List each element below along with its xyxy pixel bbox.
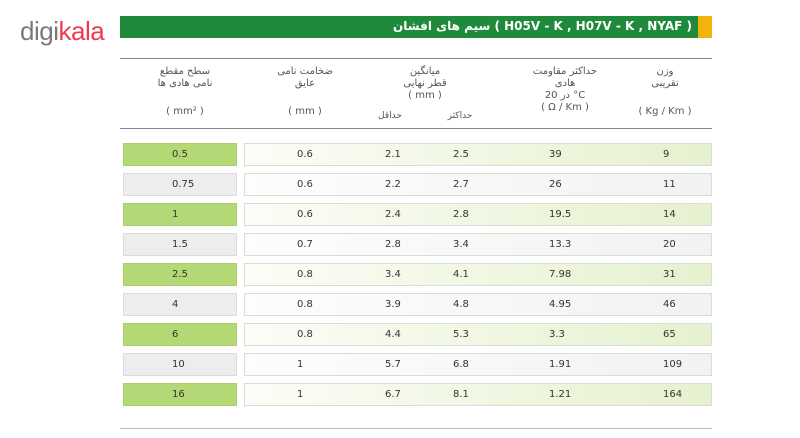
title-accent-block bbox=[698, 16, 712, 38]
table-row bbox=[244, 233, 712, 256]
cell-resistance: 1.21 bbox=[549, 389, 572, 400]
cell-resistance: 3.3 bbox=[549, 329, 565, 340]
cell-area: 6 bbox=[172, 329, 179, 340]
table-row bbox=[244, 293, 712, 316]
cell-dmin: 2.2 bbox=[385, 179, 401, 190]
row-area-cell bbox=[123, 383, 237, 406]
row-area-cell bbox=[123, 293, 237, 316]
cell-dmax: 4.1 bbox=[453, 269, 469, 280]
cell-weight: 109 bbox=[663, 359, 683, 370]
header-resistance-line1: حداکثر مقاومت bbox=[532, 66, 598, 77]
cell-area: 0.75 bbox=[172, 179, 195, 190]
row-area-cell bbox=[123, 323, 237, 346]
cell-weight: 9 bbox=[663, 149, 670, 160]
header-top-rule bbox=[120, 58, 712, 59]
table-row bbox=[244, 383, 712, 406]
cell-dmin: 6.7 bbox=[385, 389, 401, 400]
header-diameter-unit: ( mm ) bbox=[408, 90, 442, 101]
table-row bbox=[244, 323, 712, 346]
cell-dmax: 5.3 bbox=[453, 329, 469, 340]
cell-thickness: 0.7 bbox=[297, 239, 313, 250]
table-bottom-rule bbox=[120, 428, 712, 429]
cell-area: 2.5 bbox=[172, 269, 188, 280]
table-row bbox=[244, 173, 712, 196]
cell-dmax: 2.8 bbox=[453, 209, 469, 220]
cell-thickness: 1 bbox=[297, 359, 304, 370]
header-resistance bbox=[510, 66, 620, 114]
header-weight-unit: ( Kg / Km ) bbox=[638, 106, 692, 117]
cell-thickness: 1 bbox=[297, 389, 304, 400]
header-area-unit: ( mm² ) bbox=[166, 106, 204, 117]
cell-dmax: 6.8 bbox=[453, 359, 469, 370]
header-thickness-line1: ضخامت نامی bbox=[277, 66, 333, 77]
cell-dmin: 2.4 bbox=[385, 209, 401, 220]
cell-thickness: 0.6 bbox=[297, 179, 313, 190]
digikala-logo[interactable] bbox=[20, 16, 104, 47]
header-area-line2: نامی هادی ها bbox=[157, 78, 213, 89]
cell-dmax: 3.4 bbox=[453, 239, 469, 250]
cell-dmax: 2.7 bbox=[453, 179, 469, 190]
logo-text-kala: kala bbox=[58, 16, 105, 46]
cell-resistance: 19.5 bbox=[549, 209, 572, 220]
table-title: سیم های افشان ( H05V - K , H07V - K , NYAF ) bbox=[393, 19, 692, 33]
table-row bbox=[244, 143, 712, 166]
header-weight-line2: تقریبی bbox=[651, 78, 679, 89]
cell-area: 0.5 bbox=[172, 149, 188, 160]
row-area-cell bbox=[123, 173, 237, 196]
cell-thickness: 0.8 bbox=[297, 329, 313, 340]
header-thickness-line2: عایق bbox=[294, 78, 316, 89]
cell-dmin: 2.8 bbox=[385, 239, 401, 250]
cell-dmin: 2.1 bbox=[385, 149, 401, 160]
cell-thickness: 0.6 bbox=[297, 149, 313, 160]
row-area-cell bbox=[123, 143, 237, 166]
cell-dmin: 4.4 bbox=[385, 329, 401, 340]
header-resistance-line2: هادی bbox=[554, 78, 576, 89]
header-weight bbox=[625, 66, 705, 118]
table-row bbox=[244, 263, 712, 286]
cell-resistance: 1.91 bbox=[549, 359, 572, 370]
cell-area: 1 bbox=[172, 209, 179, 220]
header-thickness bbox=[260, 66, 350, 118]
cell-area: 1.5 bbox=[172, 239, 188, 250]
header-weight-line1: وزن bbox=[656, 66, 674, 77]
table-title-bar bbox=[120, 16, 698, 38]
header-diameter-line2: قطر نهایی bbox=[403, 78, 447, 89]
cell-thickness: 0.8 bbox=[297, 269, 313, 280]
header-thickness-unit: ( mm ) bbox=[288, 106, 322, 117]
cell-resistance: 13.3 bbox=[549, 239, 572, 250]
cell-weight: 11 bbox=[663, 179, 676, 190]
cell-dmax: 4.8 bbox=[453, 299, 469, 310]
header-bottom-rule bbox=[120, 128, 712, 129]
header-area bbox=[140, 66, 230, 118]
cell-weight: 20 bbox=[663, 239, 676, 250]
cell-weight: 46 bbox=[663, 299, 676, 310]
header-resistance-unit: ( Ω / Km ) bbox=[541, 102, 589, 113]
cell-resistance: 7.98 bbox=[549, 269, 572, 280]
header-area-line1: سطح مقطع bbox=[159, 66, 211, 77]
cell-weight: 164 bbox=[663, 389, 683, 400]
cell-dmin: 3.4 bbox=[385, 269, 401, 280]
row-area-cell bbox=[123, 203, 237, 226]
cell-resistance: 4.95 bbox=[549, 299, 572, 310]
header-diameter bbox=[375, 66, 475, 102]
cell-weight: 31 bbox=[663, 269, 676, 280]
row-area-cell bbox=[123, 233, 237, 256]
cell-weight: 65 bbox=[663, 329, 676, 340]
cell-dmax: 8.1 bbox=[453, 389, 469, 400]
cell-thickness: 0.6 bbox=[297, 209, 313, 220]
cell-weight: 14 bbox=[663, 209, 676, 220]
cell-dmin: 5.7 bbox=[385, 359, 401, 370]
logo-text-digi: digi bbox=[20, 16, 59, 46]
header-diameter-max: حداکثر bbox=[447, 111, 473, 121]
cell-thickness: 0.8 bbox=[297, 299, 313, 310]
cell-area: 4 bbox=[172, 299, 179, 310]
row-area-cell bbox=[123, 263, 237, 286]
cell-area: 16 bbox=[172, 389, 185, 400]
cell-area: 10 bbox=[172, 359, 185, 370]
header-resistance-line3: در 20 °C bbox=[544, 90, 586, 101]
cell-dmax: 2.5 bbox=[453, 149, 469, 160]
header-diameter-min: حداقل bbox=[378, 111, 402, 121]
cell-dmin: 3.9 bbox=[385, 299, 401, 310]
cell-resistance: 39 bbox=[549, 149, 562, 160]
header-diameter-line1: میانگین bbox=[409, 66, 441, 77]
table-row bbox=[244, 203, 712, 226]
cell-resistance: 26 bbox=[549, 179, 562, 190]
row-area-cell bbox=[123, 353, 237, 376]
table-row bbox=[244, 353, 712, 376]
